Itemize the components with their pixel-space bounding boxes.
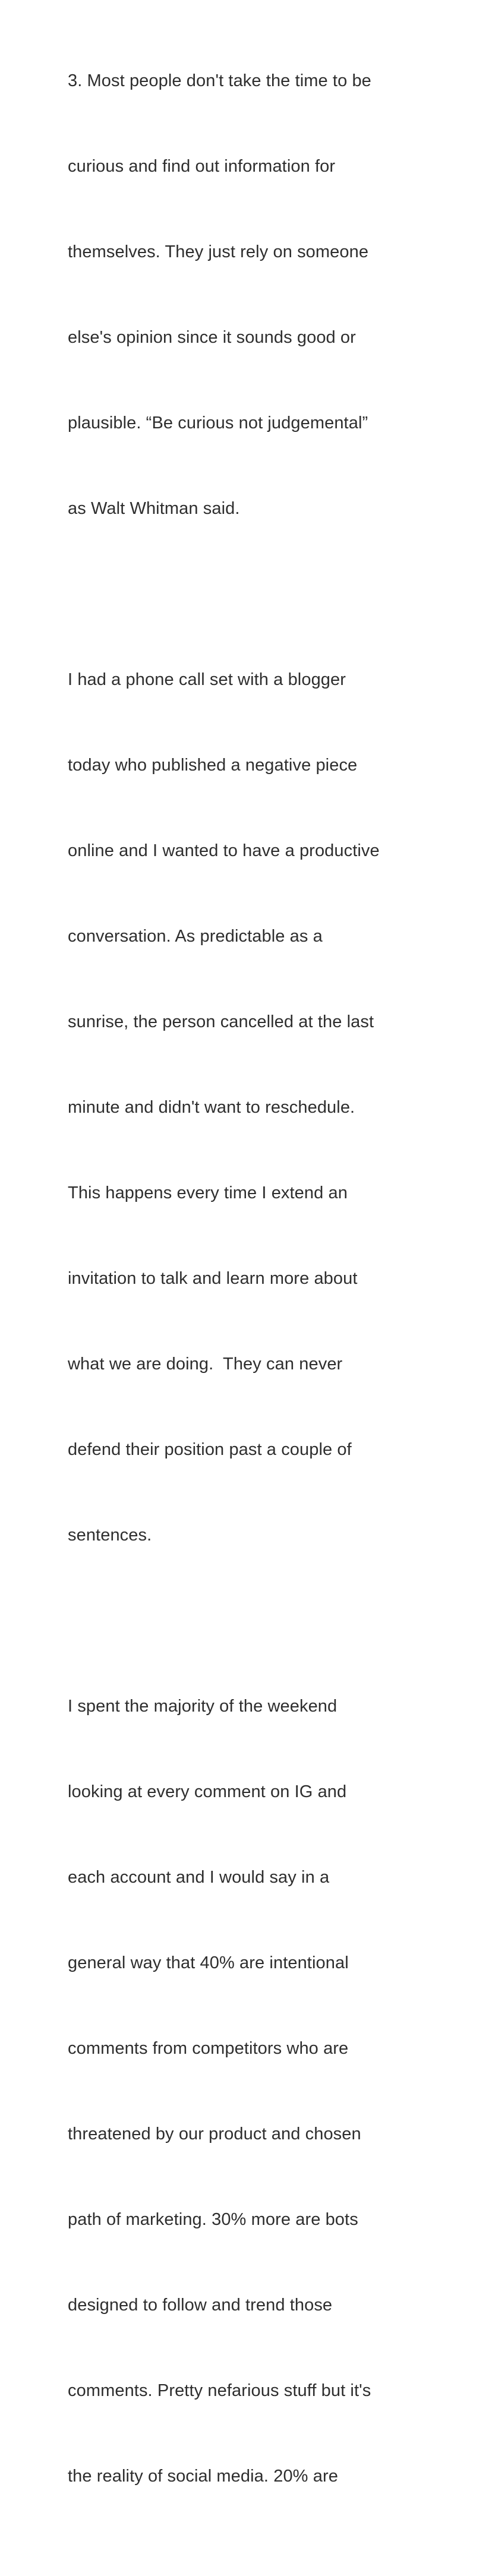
paragraph-3	[68, 1635, 424, 2547]
text-line: themselves. They just rely on someone	[68, 242, 369, 261]
text-line: general way that 40% are intentional	[68, 1953, 349, 1972]
text-line: This happens every time I extend an	[68, 1183, 348, 1202]
text-line: conversation. As predictable as a	[68, 927, 323, 946]
paragraph-1	[68, 10, 424, 580]
text-line: invitation to talk and learn more about	[68, 1269, 358, 1288]
text-line: as Walt Whitman said.	[68, 499, 240, 518]
text-line: minute and didn't want to reschedule.	[68, 1098, 355, 1117]
text-line: I had a phone call set with a blogger	[68, 670, 346, 689]
article-body	[68, 10, 424, 2576]
text-line: each account and I would say in a	[68, 1868, 330, 1887]
text-line: I spent the majority of the weekend	[68, 1697, 338, 1716]
text-line: 3. Most people don't take the time to be	[68, 71, 371, 90]
text-line: the reality of social media. 20% are	[68, 2467, 338, 2486]
text-line: online and I wanted to have a productive	[68, 841, 380, 860]
paragraph-2	[68, 608, 424, 1606]
text-line: else's opinion since it sounds good or	[68, 328, 356, 347]
text-line: plausible. “Be curious not judgemental”	[68, 413, 368, 433]
text-line: comments. Pretty nefarious stuff but it's	[68, 2381, 371, 2400]
text-line: designed to follow and trend those	[68, 2296, 333, 2315]
text-line: defend their position past a couple of	[68, 1440, 352, 1459]
text-line: comments from competitors who are	[68, 2039, 349, 2058]
text-line: sentences.	[68, 1526, 152, 1545]
text-line: looking at every comment on IG and	[68, 1782, 347, 1801]
text-line: today who published a negative piece	[68, 756, 358, 775]
text-line: path of marketing. 30% more are bots	[68, 2210, 358, 2229]
text-line: threatened by our product and chosen	[68, 2124, 361, 2143]
text-line: sunrise, the person cancelled at the last	[68, 1012, 374, 1031]
text-line: what we are doing. They can never	[68, 1355, 343, 1374]
text-line: curious and find out information for	[68, 157, 336, 176]
